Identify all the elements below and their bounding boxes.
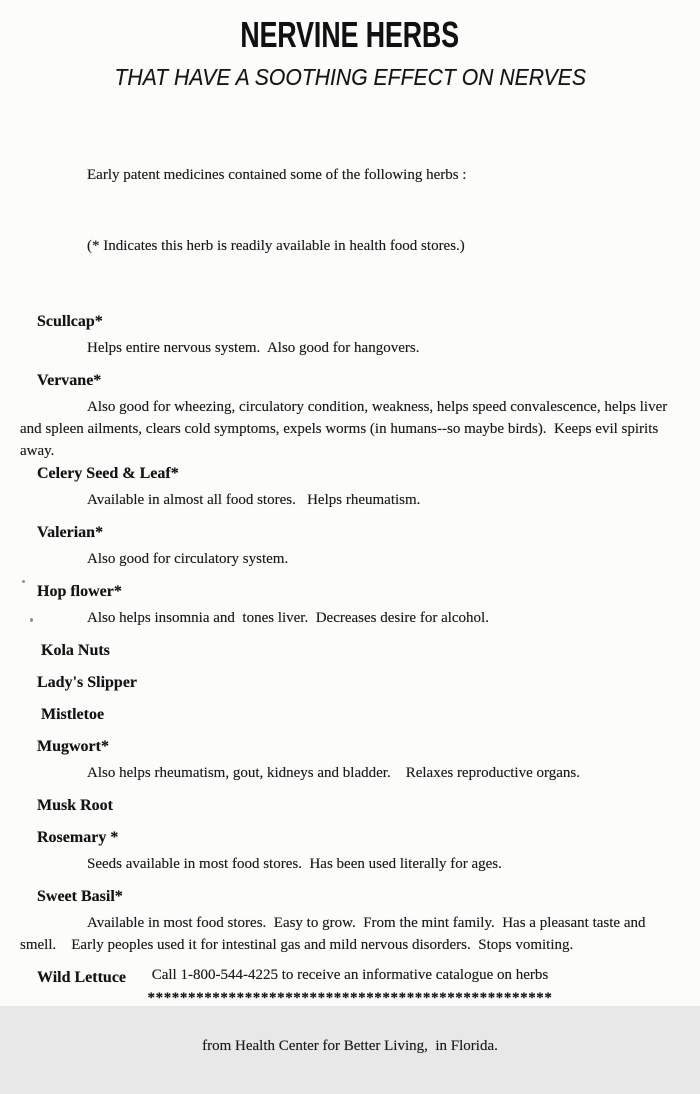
herb-entry [20,464,678,511]
herb-description: Also good for circulatory system. [87,551,289,567]
herb-entry [20,523,678,570]
intro-line-2: (* Indicates this herb is readily available in health food stores.) [87,238,465,254]
intro-line-1: Early patent medicines contained some of the following herbs : [87,167,467,183]
herb-entry [20,582,678,629]
herb-name: Valerian* [37,524,104,541]
herb-description: Helps entire nervous system. Also good for hangovers. [87,340,420,356]
scan-artifact [22,580,25,583]
footer-phone-line: Call 1-800-544-4225 to receive an informative catalogue on herbs [151,967,549,983]
herb-name: Kola Nuts [41,642,110,659]
footer-block [0,928,700,1094]
herb-description: Seeds available in most food stores. Has been used literally for ages. [87,856,502,872]
herb-list [20,312,678,988]
herb-name: Musk Root [37,797,114,814]
page-subtitle: THAT HAVE A SOOTHING EFFECT ON NERVES [114,64,586,90]
herb-name: Mistletoe [41,706,105,723]
herb-name: Sweet Basil* [37,888,123,905]
herb-name: Hop flower* [37,583,122,600]
footer-source-line: from Health Center for Better Living, in Florida. [202,1038,498,1054]
herb-entry [20,371,678,462]
herb-description: Also helps insomnia and tones liver. Decreases desire for alcohol. [87,610,489,626]
herb-name: Vervane* [37,372,102,389]
subtitle-row [0,64,700,90]
intro-block [87,128,660,294]
title-row [0,0,700,54]
herb-entry [20,796,678,816]
asterisk-separator: ************************************************** [147,990,553,1006]
herb-name: Celery Seed & Leaf* [37,465,179,482]
herb-description: Also good for wheezing, circulatory condition, weakness, helps speed convalescence, helps liver and spleen ailments, clears cold symptoms, expels worms (in humans--so maybe birds). Keeps evil spirits away. [20,399,671,459]
herb-entry [20,673,678,693]
page-title: NERVINE HERBS [240,14,460,55]
herb-entry [20,705,678,725]
herb-description: Available in almost all food stores. Helps rheumatism. [87,492,421,508]
herb-entry [20,312,678,359]
herb-name: Lady's Slipper [37,674,138,691]
herb-entry [20,641,678,661]
herb-name: Mugwort* [37,738,109,755]
herb-name: Rosemary * [37,829,119,846]
scan-artifact [30,618,33,622]
herb-entry [20,828,678,875]
herb-entry [20,737,678,784]
herb-description: Also helps rheumatism, gout, kidneys and bladder. Relaxes reproductive organs. [87,765,580,781]
herb-name: Wild Lettuce [37,969,127,986]
herb-description: Available in most food stores. Easy to grow. From the mint family. Has a pleasant taste and smell. Early peoples used it for intestinal gas and mild nervous disorders. Stops vomiting. [20,915,650,953]
herb-name: Scullcap* [37,313,103,330]
